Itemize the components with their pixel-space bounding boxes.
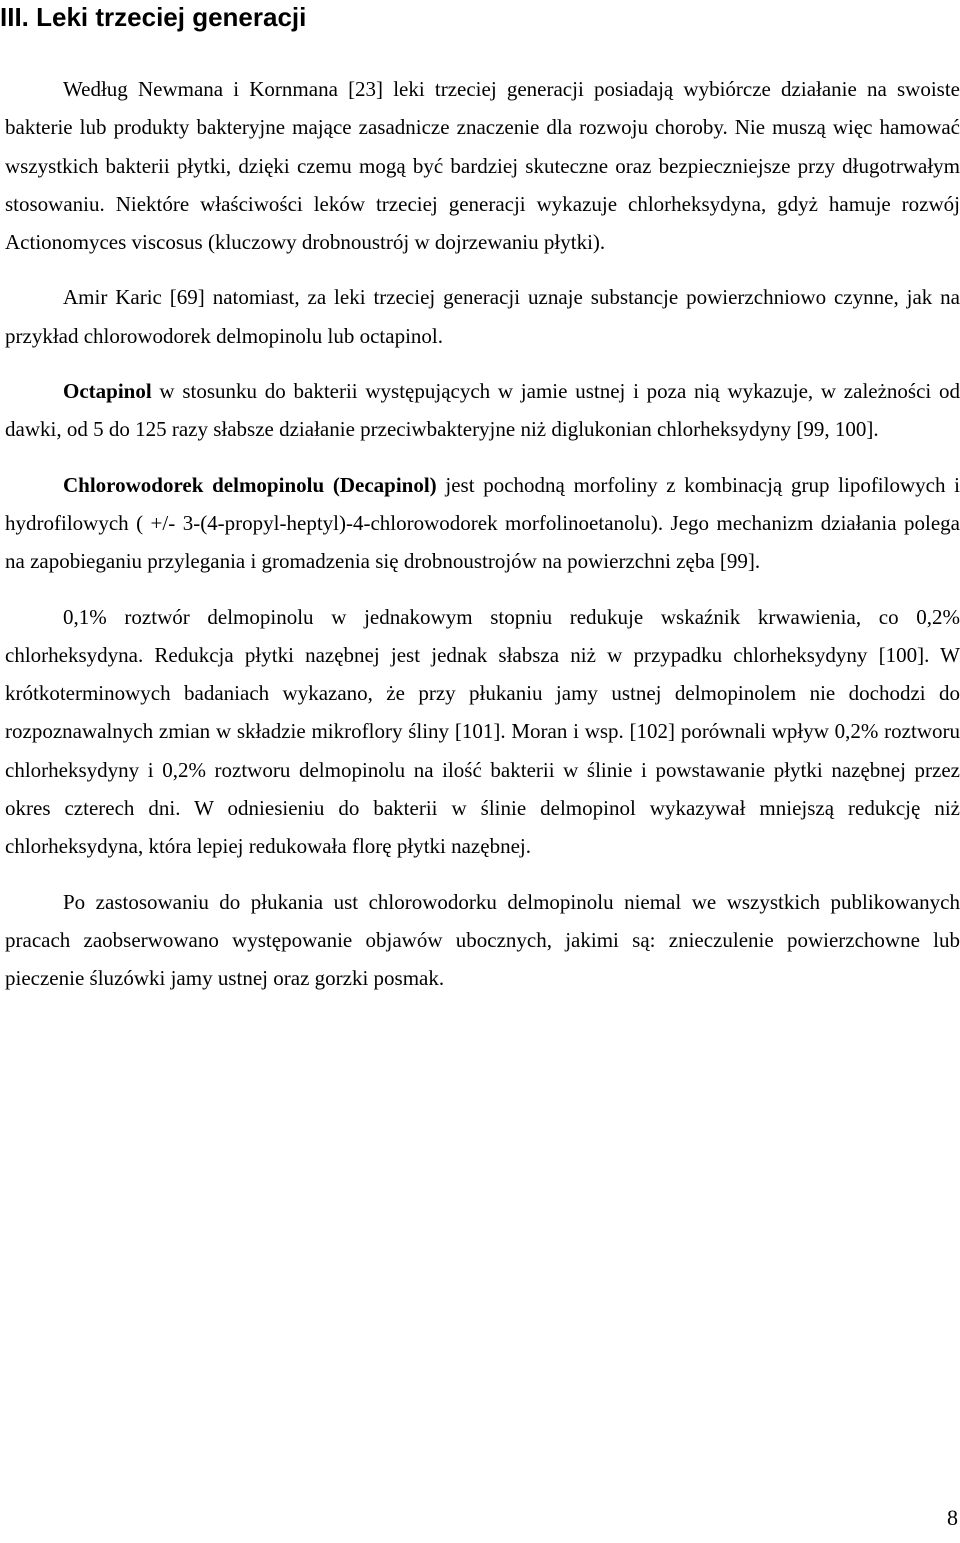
term-delmopinol: Chlorowodorek delmopinolu (Decapinol) bbox=[63, 472, 437, 497]
paragraph-4-text: jest pochodną morfoliny z kombinacją grup lipofilowych i hydrofilowych ( +/- 3-(4-propyl-heptyl)-4-chlorowodorek morfolinoetanolu). Jego mechanizm działania polega na zapobieganiu przylegania i gromadzenia się drobnoustrojów na powierzchni zęba [99]. bbox=[5, 472, 960, 574]
page-number: 8 bbox=[947, 1505, 958, 1530]
section-heading: III. Leki trzeciej generacji bbox=[0, 2, 307, 32]
paragraph-5-text: 0,1% roztwór delmopinolu w jednakowym stopniu redukuje wskaźnik krwawienia, co 0,2% chlorheksydyna. Redukcja płytki nazębnej jest jednak słabsza niż w przypadku chlorheksydyny [100]. W krótkoterminowych badaniach wykazano, że przy płukaniu jamy ustnej delmopinolem nie dochodzi do rozpoznawalnych zmian w składzie mikroflory śliny [101]. Moran i wsp. [102] porównali wpływ 0,2% roztworu chlorheksydyny i 0,2% roztworu delmopinolu na ilość bakterii w ślinie i powstawanie płytki nazębnej przez okres czterech dni. W odniesieniu do bakterii w ślinie delmopinol wykazywał mniejszą redukcję niż chlorheksydyna, która lepiej redukowała florę płytki nazębnej. bbox=[5, 604, 960, 859]
term-octapinol: Octapinol bbox=[63, 379, 152, 404]
paragraph-3-text: w stosunku do bakterii występujących w jamie ustnej i poza nią wykazuje, w zależności od dawki, od 5 do 125 razy słabsze działanie przeciwbakteryjne niż diglukonian chlorheksydyny [99, 100]. bbox=[5, 379, 960, 442]
paragraph-4 bbox=[5, 466, 960, 581]
paragraph-3 bbox=[5, 372, 960, 449]
paragraph-1 bbox=[5, 70, 960, 261]
paragraph-2-text: Amir Karic [69] natomiast, za leki trzeciej generacji uznaje substancje powierzchniowo czynne, jak na przykład chlorowodorek delmopinolu lub octapinol. bbox=[5, 285, 960, 348]
paragraph-2 bbox=[5, 278, 960, 355]
paragraph-5 bbox=[5, 598, 960, 866]
paragraph-6-text: Po zastosowaniu do płukania ust chlorowodorku delmopinolu niemal we wszystkich publikowanych pracach zaobserwowano występowanie objawów ubocznych, jakimi są: znieczulenie powierzchowne lub pieczenie śluzówki jamy ustnej oraz gorzki posmak. bbox=[5, 889, 960, 991]
paragraph-6 bbox=[5, 883, 960, 998]
body-text bbox=[5, 70, 960, 1015]
paragraph-1-text: Według Newmana i Kornmana [23] leki trzeciej generacji posiadają wybiórcze działanie na swoiste bakterie lub produkty bakteryjne mające zasadnicze znaczenie dla rozwoju choroby. Nie muszą więc hamować wszystkich bakterii płytki, dzięki czemu mogą być bardziej skuteczne oraz bezpieczniejsze przy długotrwałym stosowaniu. Niektóre właściwości leków trzeciej generacji wykazuje chlorheksydyna, gdyż hamuje rozwój Actionomyces viscosus (kluczowy drobnoustrój w dojrzewaniu płytki). bbox=[5, 77, 960, 255]
